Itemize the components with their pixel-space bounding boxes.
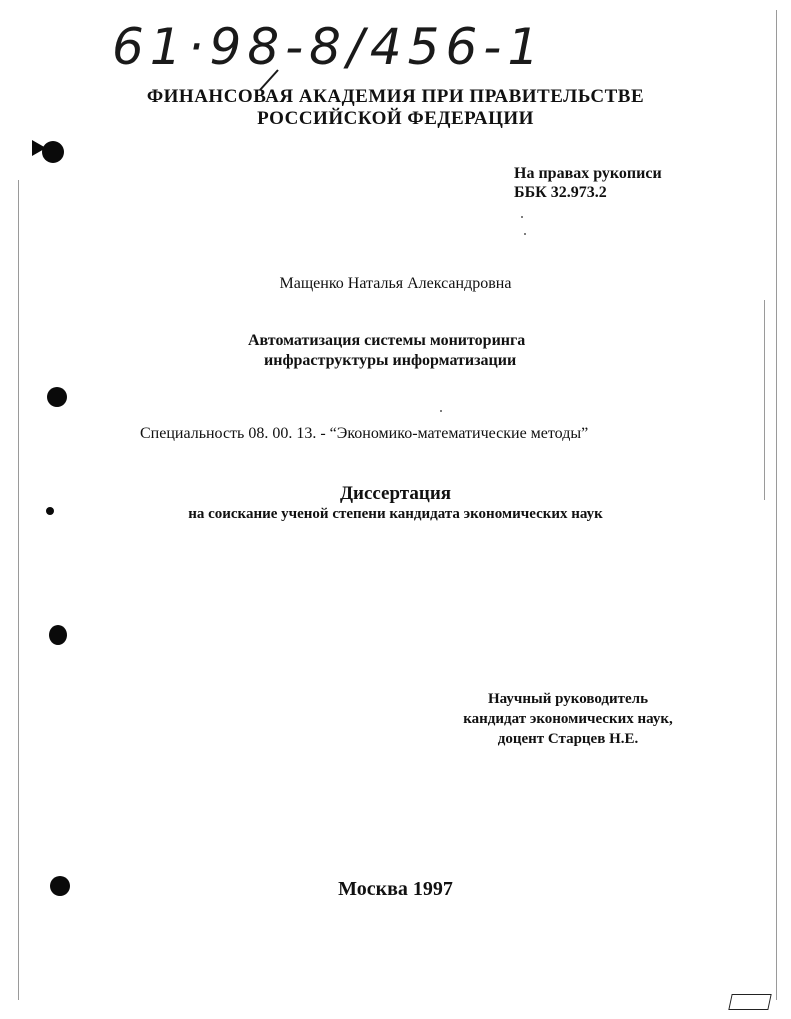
handwritten-code-signature: [110, 8, 546, 80]
advisor-line-2: кандидат экономических наук,: [463, 711, 673, 727]
scan-speck-3: [440, 410, 442, 412]
advisor-line-1: Научный руководитель: [488, 691, 648, 707]
bbk-code: ББК 32.973.2: [514, 184, 607, 201]
advisor-line-3: доцент Старцев Н.Е.: [497, 731, 639, 747]
scientific-advisor: [438, 689, 698, 749]
topic-line-2: инфраструктуры информатизации: [264, 352, 517, 369]
corner-stamp-mark: [728, 994, 771, 1010]
punch-hole-1-arrow: [32, 140, 46, 156]
scan-speck-2: [524, 233, 526, 235]
left-scan-edge: [18, 180, 19, 1000]
organization-line-2: РОССИЙСКОЙ ФЕДЕРАЦИИ: [257, 108, 534, 129]
city-year: Москва 1997: [338, 878, 453, 900]
punch-hole-4: [49, 625, 67, 645]
handwritten-code-text: 61·98-8/456-1: [112, 18, 546, 76]
right-scan-edge: [776, 10, 777, 1000]
dissertation-title: Диссертация: [339, 483, 452, 504]
specialty-text: Специальность 08. 00. 13. - “Экономико-математические методы”: [140, 425, 589, 442]
dissertation-topic: [0, 331, 791, 371]
organization-line-1: ФИНАНСОВАЯ АКАДЕМИЯ ПРИ ПРАВИТЕЛЬСТВЕ: [146, 86, 645, 107]
manuscript-block: [514, 164, 662, 202]
author-name: Мащенко Наталья Александровна: [279, 275, 512, 292]
topic-line-1: Автоматизация системы мониторинга: [248, 332, 526, 349]
specialty: [0, 425, 791, 443]
organization-name: [0, 86, 791, 130]
dissertation-subtitle: на соискание ученой степени кандидата экономических наук: [188, 506, 603, 522]
punch-hole-2: [47, 387, 67, 407]
right-scan-edge-2: [764, 300, 765, 500]
manuscript-rights: На правах рукописи: [514, 165, 662, 182]
scan-speck-1: [521, 216, 523, 218]
